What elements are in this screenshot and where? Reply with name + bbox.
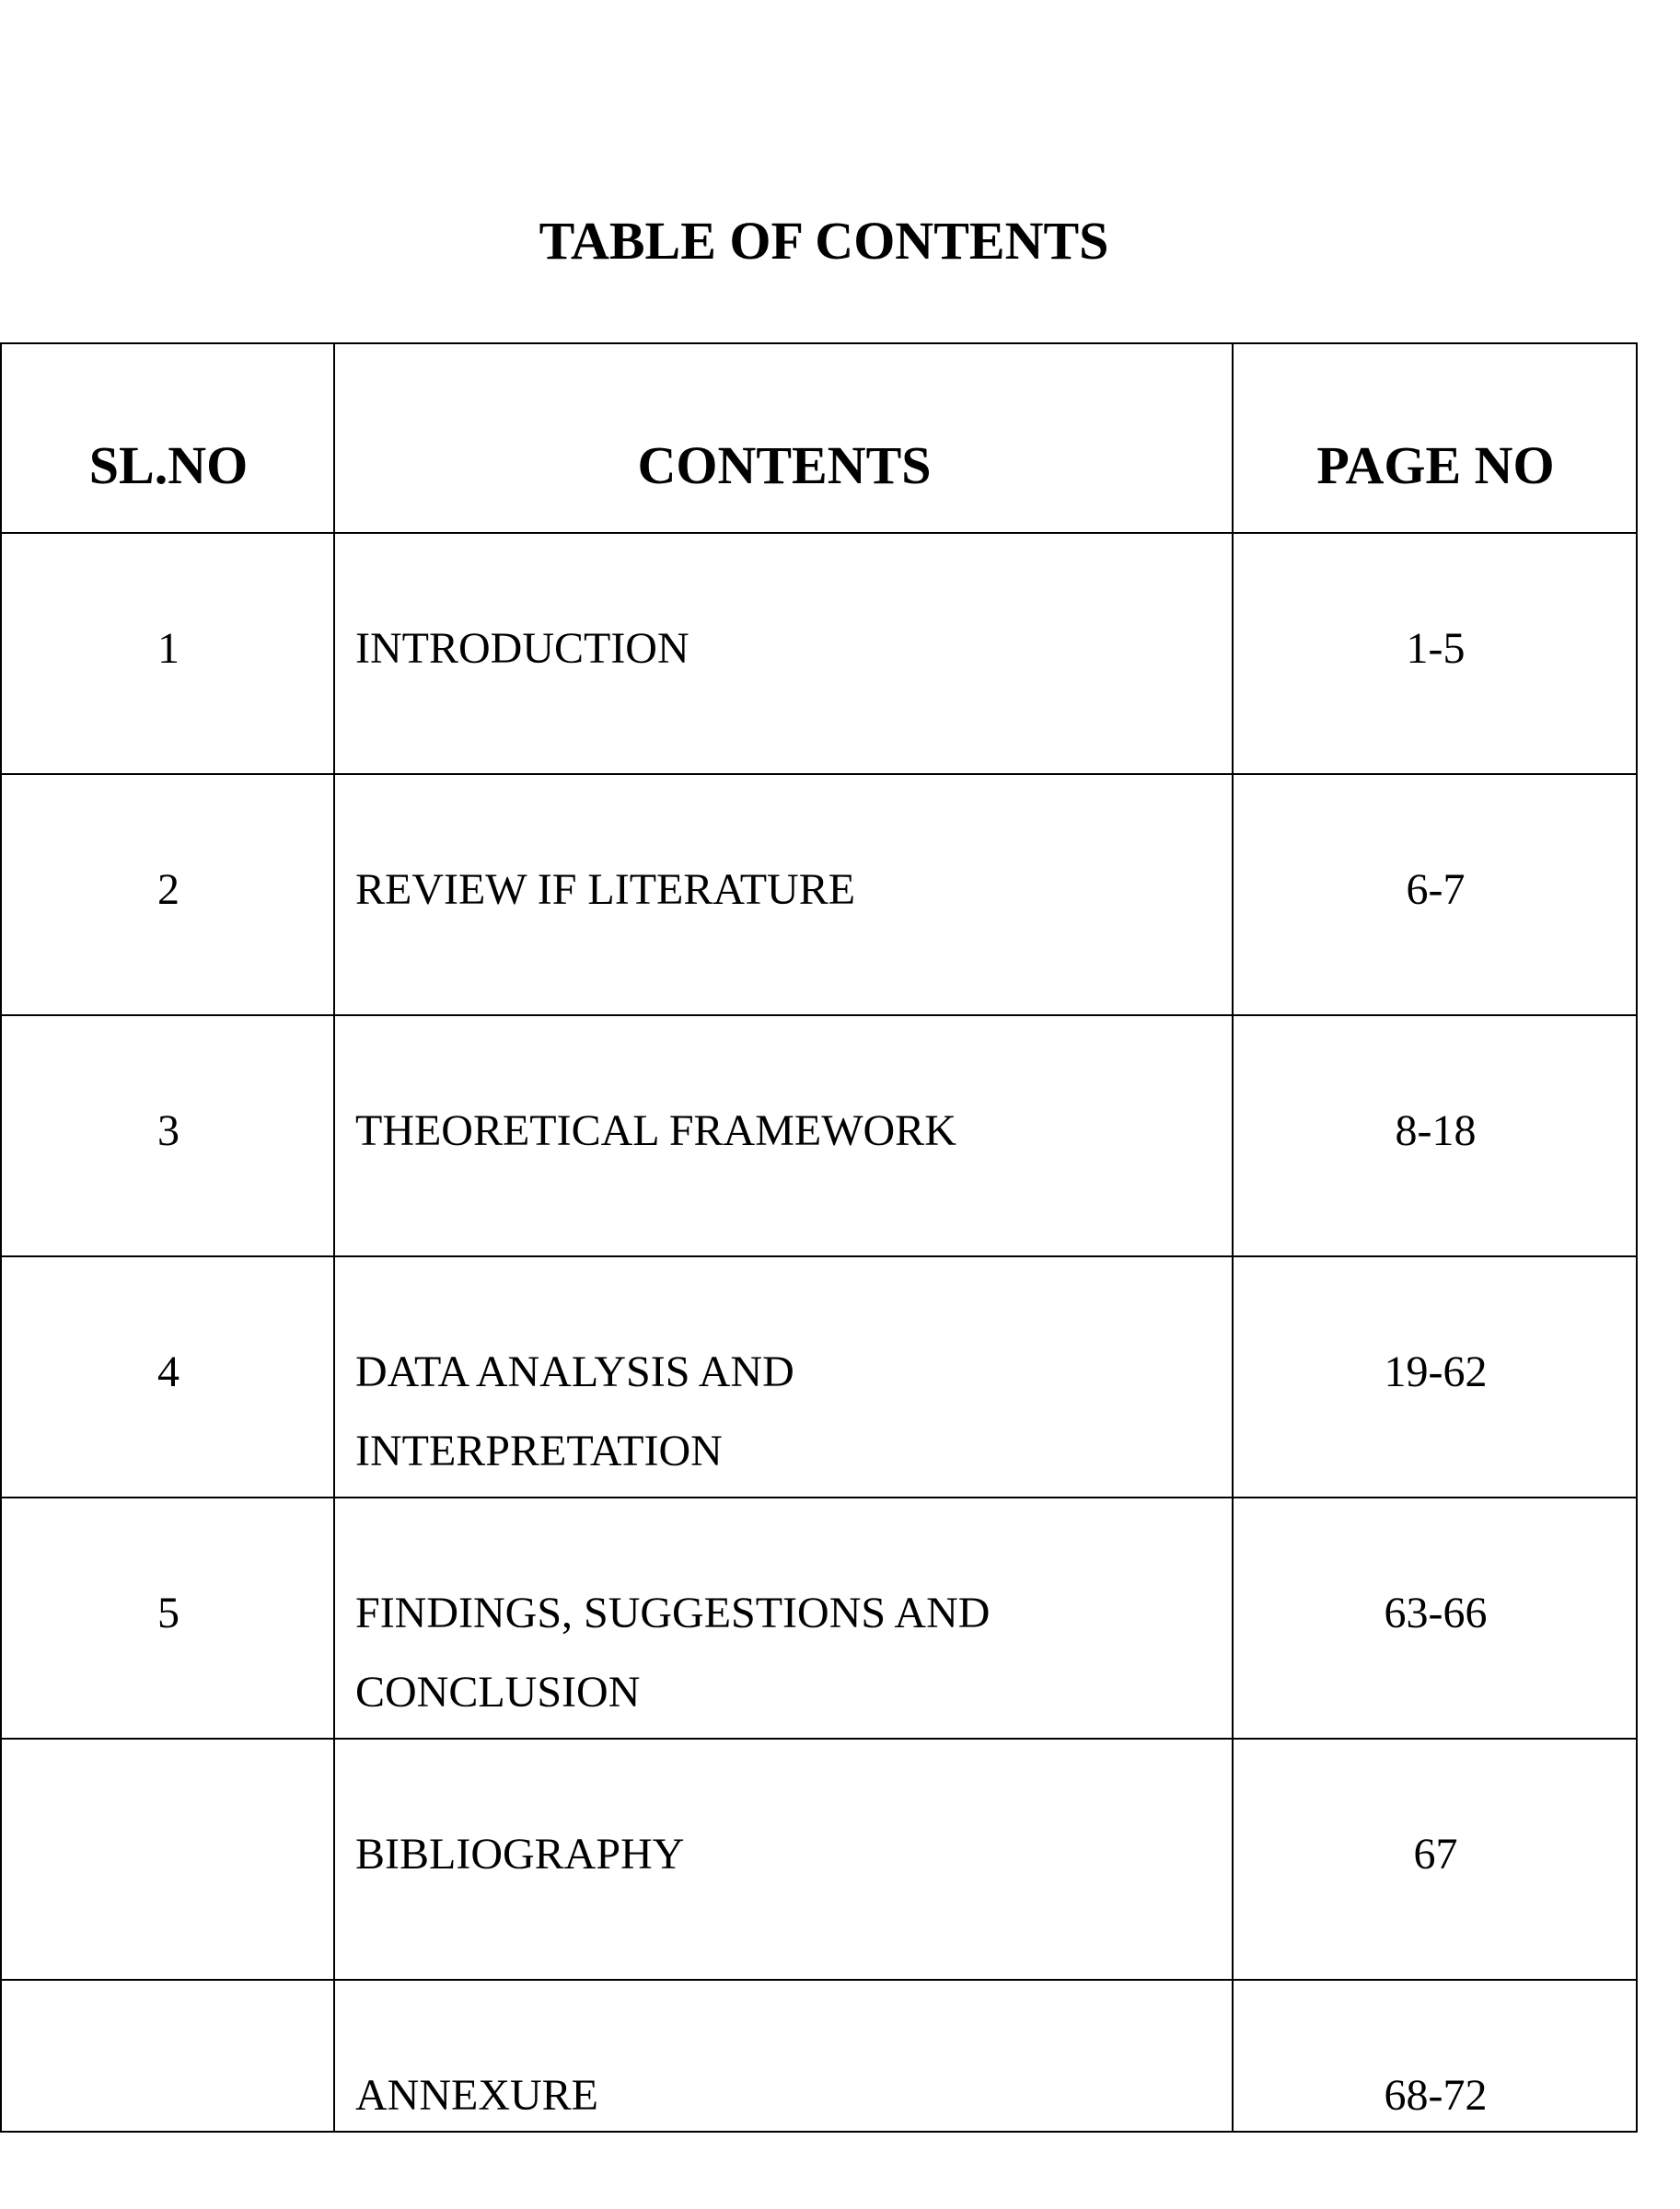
row-page-no: 68-72 bbox=[1384, 2071, 1488, 2120]
header-contents: CONTENTS bbox=[637, 435, 932, 495]
row-content: DATA ANALYSIS AND bbox=[355, 1347, 794, 1396]
row-page-no: 8-18 bbox=[1395, 1106, 1477, 1155]
table-header-row bbox=[2, 344, 1636, 532]
row-sl-no: 3 bbox=[157, 1106, 180, 1155]
table-row bbox=[2, 1014, 1636, 1255]
row-page-no: 63-66 bbox=[1384, 1589, 1488, 1637]
header-sl-no: SL.NO bbox=[88, 435, 249, 495]
table-row bbox=[2, 1497, 1636, 1738]
row-sl-no: 4 bbox=[157, 1347, 180, 1396]
row-sl-no: 2 bbox=[157, 865, 180, 914]
row-content: ANNEXURE bbox=[355, 2071, 598, 2120]
row-content: INTRODUCTION bbox=[355, 624, 689, 673]
row-page-no: 67 bbox=[1413, 1830, 1458, 1879]
row-page-no: 19-62 bbox=[1384, 1347, 1488, 1396]
row-sl-no: 5 bbox=[157, 1589, 180, 1637]
row-page-no: 6-7 bbox=[1406, 865, 1466, 914]
row-sl-no: 1 bbox=[157, 624, 180, 673]
table-row bbox=[2, 1255, 1636, 1497]
row-content: BIBLIOGRAPHY bbox=[355, 1830, 685, 1879]
row-content: FINDINGS, SUGGESTIONS AND bbox=[355, 1589, 991, 1637]
row-content-line-2: CONCLUSION bbox=[355, 1668, 641, 1717]
table-row bbox=[2, 1979, 1636, 2133]
row-page-no: 1-5 bbox=[1406, 624, 1466, 673]
table-row bbox=[2, 773, 1636, 1014]
header-page-no: PAGE NO bbox=[1316, 435, 1555, 495]
row-content: REVIEW IF LITERATURE bbox=[355, 865, 856, 914]
toc-table bbox=[0, 342, 1638, 2133]
row-content: THEORETICAL FRAMEWORK bbox=[355, 1106, 956, 1155]
table-row bbox=[2, 1738, 1636, 1979]
table-row bbox=[2, 532, 1636, 773]
row-content-line-2: INTERPRETATION bbox=[355, 1427, 723, 1475]
page-title: TABLE OF CONTENTS bbox=[539, 211, 1109, 271]
